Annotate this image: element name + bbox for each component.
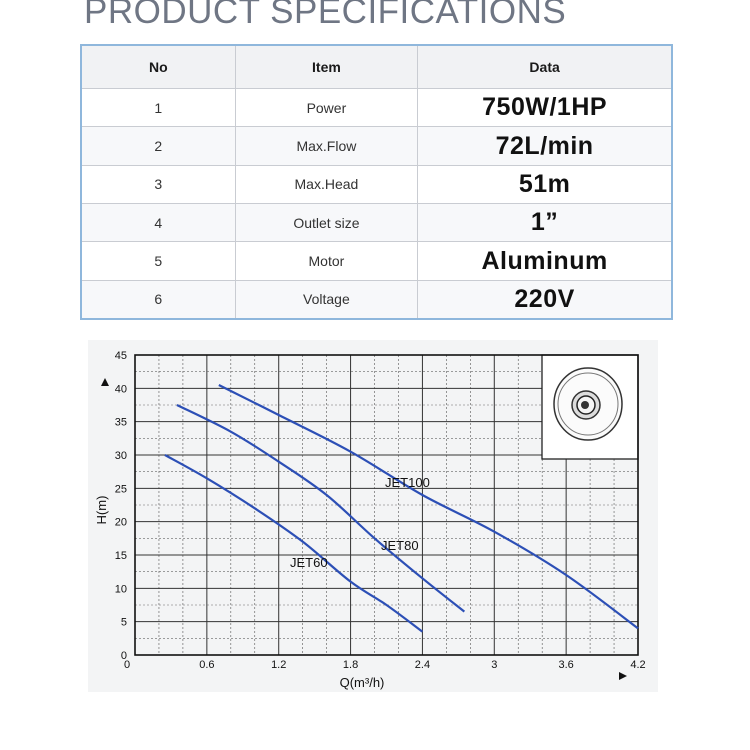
row-item: Motor xyxy=(235,242,418,280)
page-title: PRODUCT SPECIFICATIONS xyxy=(84,0,567,31)
y-tick-label: 45 xyxy=(114,350,127,362)
y-tick-label: 0 xyxy=(120,650,127,662)
row-data: 51m xyxy=(418,165,671,203)
x-tick-label: 1.8 xyxy=(342,659,359,671)
x-axis-arrow-icon xyxy=(619,672,627,680)
x-tick-label: 3.6 xyxy=(558,659,574,671)
x-axis-label: Q(m³/h) xyxy=(339,675,385,690)
row-item: Max.Head xyxy=(235,165,418,203)
x-tick-label: 1.2 xyxy=(271,659,287,671)
row-no: 4 xyxy=(82,204,235,242)
y-tick-label: 35 xyxy=(114,416,127,429)
series-label-jet60: JET60 xyxy=(290,555,328,570)
y-tick-label: 10 xyxy=(114,583,127,596)
row-item: Power xyxy=(235,89,418,127)
row-data: 72L/min xyxy=(418,127,671,165)
x-tick-label: 2.4 xyxy=(414,659,431,671)
series-label-jet80: JET80 xyxy=(381,538,419,553)
row-item: Max.Flow xyxy=(235,127,418,165)
chart-labels xyxy=(290,475,430,570)
row-no: 6 xyxy=(82,280,235,318)
row-data: 750W/1HP xyxy=(418,89,671,127)
impeller-icon xyxy=(554,368,622,440)
x-tick-label: 0.6 xyxy=(199,659,215,671)
header-data: Data xyxy=(418,46,671,89)
y-tick-label: 15 xyxy=(114,550,127,562)
row-no: 5 xyxy=(82,242,235,280)
y-axis-label: H(m) xyxy=(94,495,109,525)
row-no: 1 xyxy=(82,89,235,127)
y-tick-label: 5 xyxy=(120,616,127,629)
y-tick-label: 25 xyxy=(114,483,127,496)
row-item: Outlet size xyxy=(235,204,418,242)
x-tick-label: 0 xyxy=(123,659,131,671)
y-axis-arrow-icon xyxy=(101,378,109,386)
y-tick-label: 30 xyxy=(114,450,127,462)
row-item: Voltage xyxy=(235,280,418,318)
y-tick-label: 40 xyxy=(114,383,127,396)
x-tick-label: 4.2 xyxy=(630,659,646,671)
row-data: 1” xyxy=(418,204,671,242)
row-no: 2 xyxy=(82,127,235,165)
header-item: Item xyxy=(235,46,418,89)
x-tick-label: 3 xyxy=(491,659,498,671)
y-tick-label: 20 xyxy=(114,516,127,529)
row-no: 3 xyxy=(82,165,235,203)
header-no: No xyxy=(82,46,235,89)
row-data: Aluminum xyxy=(418,242,671,280)
row-data: 220V xyxy=(418,280,671,318)
series-label-jet100: JET100 xyxy=(385,475,430,490)
